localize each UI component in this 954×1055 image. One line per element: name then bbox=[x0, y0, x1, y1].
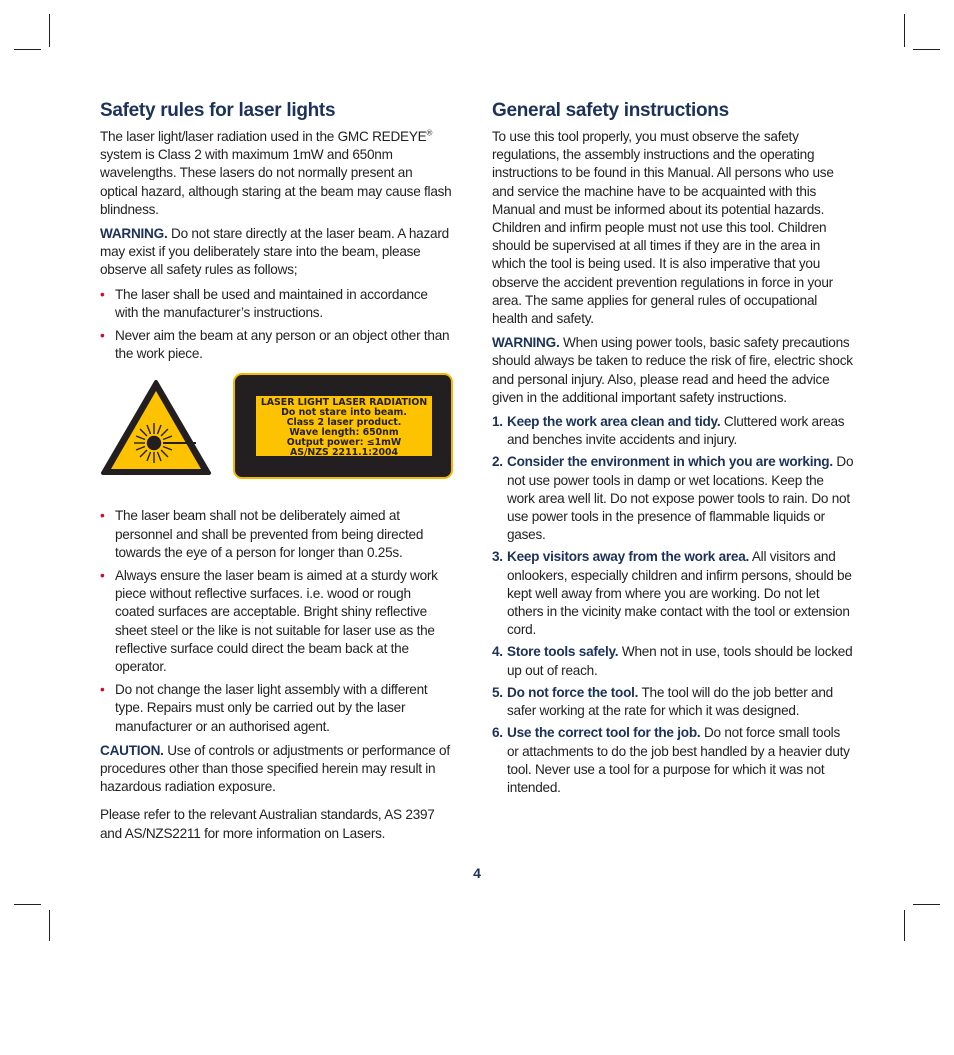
list-item: • Never aim the beam at any person or an object other than the work piece. bbox=[100, 328, 450, 362]
warning-label: WARNING. bbox=[100, 226, 168, 242]
crop-mark bbox=[49, 910, 50, 941]
bullet-icon: • bbox=[100, 328, 105, 344]
laser-bullets-b bbox=[100, 507, 452, 735]
laser-intro: The laser light/laser radiation used in the GMC REDEYE® system is Class 2 with maximum 1mW and 650nm wavelengths. These lasers do not normally present an optical hazard, although staring at the beam may cause flash blindness. bbox=[100, 128, 452, 217]
crop-mark bbox=[14, 49, 41, 50]
list-item: 3. Keep visitors away from the work area. All visitors and onlookers, especially children and infirm persons, should be kept well away from where you are working. Do not let others in the vicinity make contact with the tool or extension cord. bbox=[492, 549, 852, 638]
bullet-icon: • bbox=[100, 286, 105, 302]
list-item: • The laser shall be used and maintained in accordance with the manufacturer’s instructions. bbox=[100, 286, 428, 320]
crop-mark bbox=[913, 49, 940, 50]
laser-bullets-a bbox=[100, 286, 452, 364]
laser-label-text: LASER LIGHT LASER RADIATION Do not stare into beam. Class 2 laser product. Wave length: 650nm Output power: ≤1mW AS/NZS 2211.1:2004 bbox=[255, 395, 433, 457]
list-item: • Always ensure the laser beam is aimed at a sturdy work piece without reflective surfaces. i.e. wood or rough coated surfaces are acceptable. Bright shiny reflective sheet steel or the like is not suitable for laser use as the reflective surface could direct the beam back at the operator. bbox=[100, 568, 438, 675]
list-item: • The laser beam shall not be deliberately aimed at personnel and shall be prevented from being directed towards the eye of a person for longer than 0.25s. bbox=[100, 508, 424, 560]
laser-refer: Please refer to the relevant Australian standards, AS 2397 and AS/NZS2211 for more information on Lasers. bbox=[100, 807, 435, 841]
right-column bbox=[492, 100, 854, 801]
safety-rules-list bbox=[492, 413, 854, 797]
laser-warning-figures bbox=[100, 373, 452, 489]
list-item: 1. Keep the work area clean and tidy. Cluttered work areas and benches invite accidents and injury. bbox=[492, 414, 845, 448]
crop-mark bbox=[49, 14, 50, 47]
list-item: 6. Use the correct tool for the job. Do not force small tools or attachments to do the job best handled by a heavier duty tool. Never use a tool for a purpose for which it was not intended. bbox=[492, 725, 850, 795]
bullet-icon: • bbox=[100, 508, 105, 524]
crop-mark bbox=[904, 14, 905, 47]
laser-product-label bbox=[233, 373, 453, 479]
page-number: 4 bbox=[473, 865, 481, 881]
bullet-icon: • bbox=[100, 682, 105, 698]
crop-mark bbox=[14, 904, 41, 905]
laser-warning-triangle-icon bbox=[100, 379, 212, 477]
laser-safety-heading: Safety rules for laser lights bbox=[100, 100, 336, 121]
list-item: 5. Do not force the tool. The tool will do the job better and safer working at the rate for which it was designed. bbox=[492, 684, 833, 719]
left-column bbox=[100, 100, 452, 849]
list-item: • Do not change the laser light assembly with a different type. Repairs must only be carried out by the laser manufacturer or an authorised agent. bbox=[100, 682, 428, 734]
crop-mark bbox=[913, 904, 940, 905]
warning-label: WARNING. bbox=[492, 335, 560, 351]
bullet-icon: • bbox=[100, 568, 105, 584]
caution-label: CAUTION. bbox=[100, 742, 164, 758]
laser-warning: WARNING. Do not stare directly at the laser beam. A hazard may exist if you deliberately stare into the beam, please observe all safety rules as follows; bbox=[100, 226, 449, 278]
general-safety-heading: General safety instructions bbox=[492, 100, 729, 121]
general-intro: To use this tool properly, you must observe the safety regulations, the assembly instructions and the operating instructions to be found in this Manual. All persons who use and service the machine have to be acquainted with this Manual and must be informed about its potential hazards. Children and infirm people must not use this tool. Children should be supervised at all times if they are in the area in which the tool is being used. It is also imperative that you observe the accident prevention regulations in force in your area. The same applies for general rules of occupational health and safety. bbox=[492, 129, 834, 327]
laser-caution: CAUTION. Use of controls or adjustments or performance of procedures other than those specified herein may result in hazardous radiation exposure. bbox=[100, 742, 450, 795]
list-item: 2. Consider the environment in which you are working. Do not use power tools in damp or wet locations. Keep the work area well lit. Do not expose power tools to rain. Do not use power tools in the presence of flammable liquids or gases. bbox=[492, 454, 854, 543]
list-item: 4. Store tools safely. When not in use, tools should be locked up out of reach. bbox=[492, 644, 853, 678]
general-warning: WARNING. When using power tools, basic safety precautions should always be taken to reduce the risk of fire, electric shock and personal injury. Also, please read and heed the advice given in the additional important safety instructions. bbox=[492, 335, 853, 405]
crop-mark bbox=[904, 910, 905, 941]
